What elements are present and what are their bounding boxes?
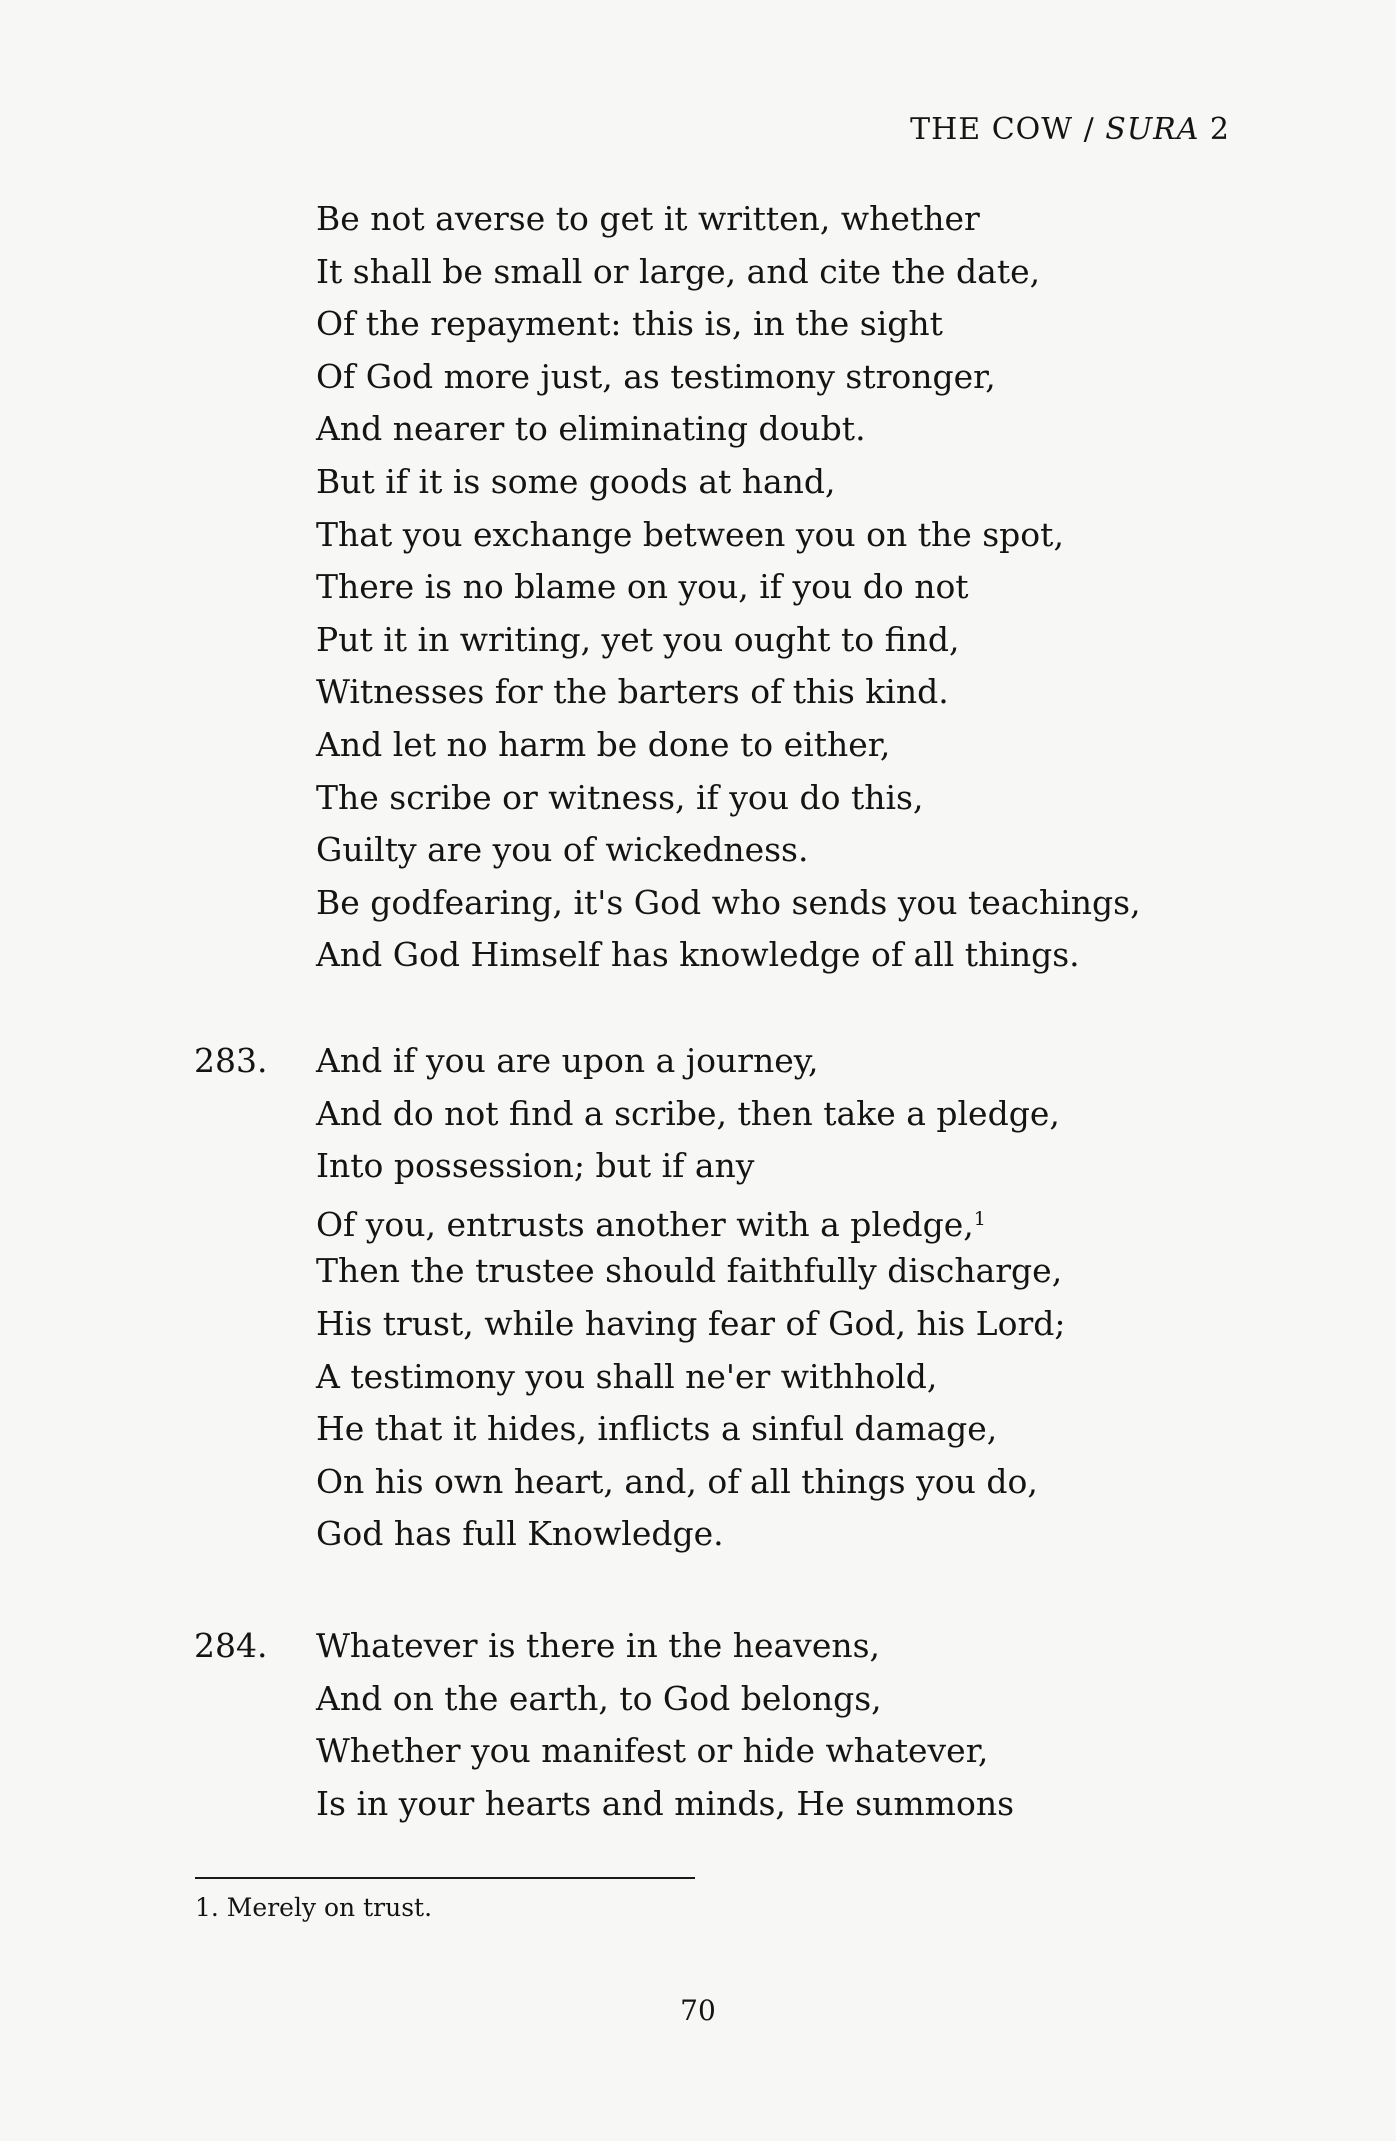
- verse-line: Be not averse to get it written, whether: [316, 199, 980, 238]
- verse-line: On his own heart, and, of all things you do,: [316, 1461, 1038, 1501]
- verse-282-continuation: [316, 193, 1216, 982]
- verse-line: Guilty are you of wickedness.: [316, 830, 809, 870]
- verse-line: That you exchange between you on the spot,: [316, 514, 1064, 554]
- verse-line: A testimony you shall ne'er withhold,: [316, 1356, 938, 1396]
- verse-line: And on the earth, to God belongs,: [316, 1678, 882, 1718]
- verse-line: Be godfearing, it's God who sends you teachings,: [316, 882, 1141, 922]
- verse-line: Whether you manifest or hide whatever,: [316, 1731, 989, 1771]
- verse-line: And God Himself has knowledge of all things.: [316, 935, 1080, 975]
- verse-line: And do not find a scribe, then take a pledge,: [316, 1093, 1060, 1133]
- verse-line: And let no harm be done to either,: [316, 724, 891, 764]
- verse-283: [194, 1035, 1216, 1561]
- verse-line: Of the repayment: this is, in the sight: [316, 304, 943, 344]
- running-head: [910, 112, 1230, 147]
- footnote: 1. Merely on trust.: [195, 1893, 433, 1922]
- verse-line-text: Of you, entrusts another with a pledge,: [316, 1204, 974, 1244]
- verse-line: And nearer to eliminating doubt.: [316, 409, 866, 449]
- verse-line: And if you are upon a journey,: [316, 1041, 819, 1080]
- verse-line: There is no blame on you, if you do not: [316, 567, 969, 607]
- verse-line: Into possession; but if any: [316, 1146, 755, 1186]
- verse-line: Whatever is there in the heavens,: [316, 1626, 881, 1665]
- verse-line: He that it hides, inflicts a sinful damage,: [316, 1409, 998, 1449]
- verse-line: [316, 1193, 1216, 1246]
- verse-line: God has full Knowledge.: [316, 1514, 724, 1554]
- verse-line: His trust, while having fear of God, his Lord;: [316, 1303, 1066, 1343]
- verse-line: The scribe or witness, if you do this,: [316, 777, 924, 817]
- verse-284: [194, 1620, 1216, 1830]
- page-number: 70: [680, 1994, 716, 2027]
- verse-line: Witnesses for the barters of this kind.: [316, 672, 949, 712]
- running-head-sura-word: SURA: [1105, 112, 1200, 147]
- verse-line: But if it is some goods at hand,: [316, 461, 836, 501]
- verse-line: It shall be small or large, and cite the date,: [316, 251, 1041, 291]
- footnote-marker: 1: [973, 1207, 986, 1230]
- running-head-title: THE COW /: [910, 112, 1106, 147]
- verse-number: 284.: [194, 1626, 268, 1665]
- verse-line: Put it in writing, yet you ought to find,: [316, 619, 960, 659]
- verse-line: Of God more just, as testimony stronger,: [316, 356, 996, 396]
- footnote-divider: [195, 1877, 695, 1879]
- running-head-sura-number: 2: [1199, 112, 1230, 147]
- verse-number: 283.: [194, 1041, 268, 1080]
- verse-line: Then the trustee should faithfully discharge,: [316, 1251, 1063, 1291]
- verse-line: Is in your hearts and minds, He summons: [316, 1783, 1015, 1823]
